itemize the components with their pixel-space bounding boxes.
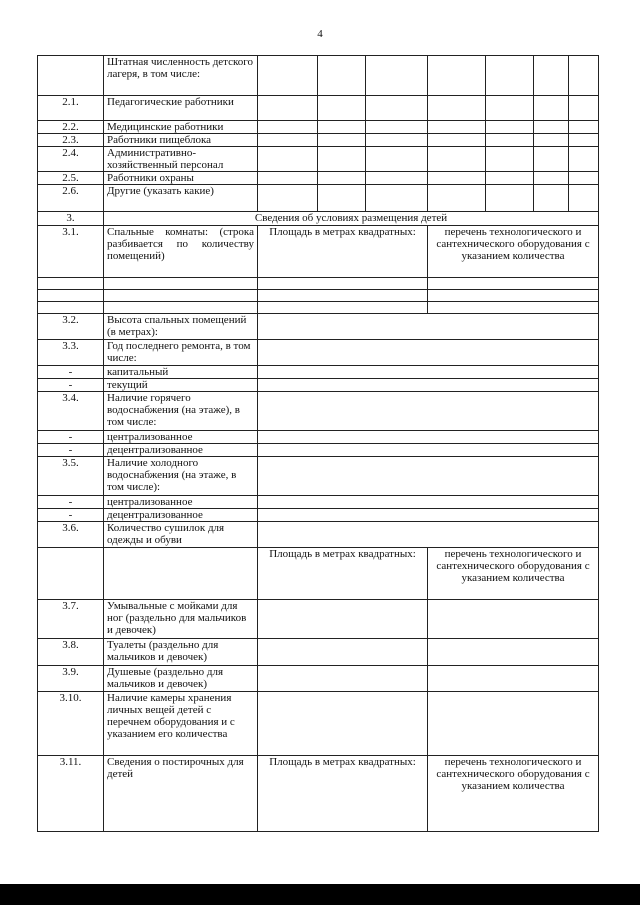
table-row — [38, 226, 599, 278]
cell[interactable] — [486, 172, 534, 185]
row-label: Год последнего ремонта, в том числе: — [104, 340, 258, 366]
table-row — [38, 290, 599, 302]
cell[interactable] — [104, 290, 258, 302]
table-row — [38, 172, 599, 185]
row-label: Спальные комнаты: (строка разбивается по количеству помещений) — [104, 226, 258, 278]
cell[interactable] — [366, 96, 428, 121]
row-number: - — [38, 496, 104, 509]
cell[interactable] — [104, 302, 258, 314]
cell[interactable] — [428, 290, 599, 302]
cell[interactable] — [258, 172, 318, 185]
cell[interactable] — [486, 134, 534, 147]
table-row — [38, 692, 599, 756]
equipment-cell[interactable] — [428, 600, 599, 639]
cell[interactable] — [534, 56, 569, 96]
section-number: 3. — [38, 212, 104, 226]
cell[interactable] — [318, 134, 366, 147]
cell[interactable] — [318, 147, 366, 172]
table-row — [38, 639, 599, 666]
row-number: 2.4. — [38, 147, 104, 172]
cell[interactable] — [534, 185, 569, 212]
cell[interactable] — [366, 121, 428, 134]
row-number: 3.10. — [38, 692, 104, 756]
row-number: 2.6. — [38, 185, 104, 212]
table-row — [38, 379, 599, 392]
row-number: 3.6. — [38, 522, 104, 548]
cell[interactable] — [428, 134, 486, 147]
cell[interactable] — [258, 147, 318, 172]
row-label: Другие (указать какие) — [104, 185, 258, 212]
cell[interactable] — [366, 172, 428, 185]
value-cell[interactable] — [258, 522, 599, 548]
cell[interactable] — [569, 185, 599, 212]
cell[interactable] — [486, 121, 534, 134]
row-label: Сведения о постирочных для детей — [104, 756, 258, 832]
cell[interactable] — [318, 56, 366, 96]
value-cell[interactable] — [258, 366, 599, 379]
row-label: централизованное — [104, 431, 258, 444]
row-number: - — [38, 509, 104, 522]
row-label: Работники пищеблока — [104, 134, 258, 147]
row-number — [38, 56, 104, 96]
table-row — [38, 96, 599, 121]
cell[interactable] — [534, 134, 569, 147]
row-label: Высота спальных помещений (в метрах): — [104, 314, 258, 340]
row-label: централизованное — [104, 496, 258, 509]
cell — [38, 548, 104, 600]
row-number: 2.3. — [38, 134, 104, 147]
area-header: Площадь в метрах квадратных: — [258, 548, 428, 600]
row-label: Умывальные с мойками для ног (раздельно для мальчиков и девочек) — [104, 600, 258, 639]
table-row — [38, 431, 599, 444]
row-number: 2.5. — [38, 172, 104, 185]
cell[interactable] — [569, 121, 599, 134]
cell[interactable] — [534, 172, 569, 185]
row-number: - — [38, 444, 104, 457]
row-label: Педагогические работники — [104, 96, 258, 121]
row-number: 3.7. — [38, 600, 104, 639]
row-number: 3.11. — [38, 756, 104, 832]
cell[interactable] — [428, 147, 486, 172]
row-number: 3.4. — [38, 392, 104, 431]
area-header: Площадь в метрах квадратных: — [258, 226, 428, 278]
table-row — [38, 56, 599, 96]
table-row — [38, 314, 599, 340]
row-label: децентрализованное — [104, 444, 258, 457]
row-label: Работники охраны — [104, 172, 258, 185]
equipment-header: перечень технологического и сантехнического оборудования с указанием количества — [428, 548, 599, 600]
equipment-header: перечень технологического и сантехнического оборудования с указанием количества — [428, 226, 599, 278]
table-row — [38, 509, 599, 522]
table-row — [38, 548, 599, 600]
row-number: 3.3. — [38, 340, 104, 366]
cell[interactable] — [428, 56, 486, 96]
cell[interactable] — [258, 278, 428, 290]
cell[interactable] — [486, 147, 534, 172]
cell[interactable] — [366, 134, 428, 147]
staff-total-label: Штатная численность детского лагеря, в том числе: — [104, 56, 258, 96]
table-row — [38, 600, 599, 639]
table-row — [38, 496, 599, 509]
value-cell[interactable] — [258, 457, 599, 496]
table-row — [38, 147, 599, 172]
value-cell[interactable] — [258, 431, 599, 444]
table-row — [38, 340, 599, 366]
cell[interactable] — [428, 185, 486, 212]
cell[interactable] — [258, 134, 318, 147]
cell[interactable] — [569, 96, 599, 121]
area-cell[interactable] — [258, 639, 428, 666]
cell[interactable] — [569, 147, 599, 172]
table-row — [38, 457, 599, 496]
row-number: 2.1. — [38, 96, 104, 121]
row-label: Наличие камеры хранения личных вещей детей с перечнем оборудования и с указанием его количества — [104, 692, 258, 756]
cell — [38, 278, 104, 290]
area-header: Площадь в метрах квадратных: — [258, 756, 428, 832]
table-row — [38, 134, 599, 147]
value-cell[interactable] — [258, 392, 599, 431]
cell[interactable] — [428, 302, 599, 314]
row-label: Количество сушилок для одежды и обуви — [104, 522, 258, 548]
cell — [38, 302, 104, 314]
row-label: Административно-хозяйственный персонал — [104, 147, 258, 172]
cell[interactable] — [318, 121, 366, 134]
equipment-header: перечень технологического и сантехнического оборудования с указанием количества — [428, 756, 599, 832]
row-label: Туалеты (раздельно для мальчиков и девочек) — [104, 639, 258, 666]
row-number: 2.2. — [38, 121, 104, 134]
area-cell[interactable] — [258, 666, 428, 692]
row-label: децентрализованное — [104, 509, 258, 522]
cell — [104, 548, 258, 600]
row-label: Душевые (раздельно для мальчиков и девочек) — [104, 666, 258, 692]
value-cell[interactable] — [258, 496, 599, 509]
table-row — [38, 522, 599, 548]
row-number: - — [38, 431, 104, 444]
scan-edge-bar — [0, 884, 640, 905]
value-cell[interactable] — [258, 444, 599, 457]
value-cell[interactable] — [258, 314, 599, 340]
row-label: текущий — [104, 379, 258, 392]
camp-info-table — [37, 55, 599, 832]
table-row — [38, 392, 599, 431]
table-row — [38, 302, 599, 314]
cell[interactable] — [366, 185, 428, 212]
table-row — [38, 366, 599, 379]
value-cell[interactable] — [258, 509, 599, 522]
cell[interactable] — [569, 56, 599, 96]
cell[interactable] — [258, 185, 318, 212]
section-title: Сведения об условиях размещения детей — [104, 212, 599, 226]
cell[interactable] — [534, 147, 569, 172]
table-row — [38, 278, 599, 290]
cell[interactable] — [366, 147, 428, 172]
row-label: Наличие холодного водоснабжения (на этаже, в том числе): — [104, 457, 258, 496]
cell[interactable] — [534, 121, 569, 134]
row-label: капитальный — [104, 366, 258, 379]
page-number: 4 — [317, 28, 323, 40]
cell[interactable] — [428, 278, 599, 290]
equipment-cell[interactable] — [428, 639, 599, 666]
row-number: 3.9. — [38, 666, 104, 692]
row-label: Наличие горячего водоснабжения (на этаже), в том числе: — [104, 392, 258, 431]
value-cell[interactable] — [258, 340, 599, 366]
cell[interactable] — [366, 56, 428, 96]
table-row — [38, 185, 599, 212]
equipment-cell[interactable] — [428, 666, 599, 692]
section-heading-row — [38, 212, 599, 226]
row-label: Медицинские работники — [104, 121, 258, 134]
row-number: 3.5. — [38, 457, 104, 496]
cell[interactable] — [104, 278, 258, 290]
table-row — [38, 121, 599, 134]
cell[interactable] — [258, 96, 318, 121]
cell[interactable] — [318, 172, 366, 185]
row-number: 3.2. — [38, 314, 104, 340]
cell[interactable] — [428, 121, 486, 134]
cell — [38, 290, 104, 302]
cell[interactable] — [569, 172, 599, 185]
cell[interactable] — [486, 56, 534, 96]
cell[interactable] — [258, 302, 428, 314]
cell[interactable] — [569, 134, 599, 147]
area-cell[interactable] — [258, 692, 428, 756]
cell[interactable] — [534, 96, 569, 121]
area-cell[interactable] — [258, 600, 428, 639]
table-row — [38, 666, 599, 692]
table-row — [38, 756, 599, 832]
equipment-cell[interactable] — [428, 692, 599, 756]
cell[interactable] — [258, 56, 318, 96]
row-number: 3.1. — [38, 226, 104, 278]
cell[interactable] — [318, 185, 366, 212]
row-number: 3.8. — [38, 639, 104, 666]
value-cell[interactable] — [258, 379, 599, 392]
cell[interactable] — [428, 96, 486, 121]
cell[interactable] — [428, 172, 486, 185]
cell[interactable] — [258, 290, 428, 302]
row-number: - — [38, 379, 104, 392]
cell[interactable] — [486, 185, 534, 212]
row-number: - — [38, 366, 104, 379]
cell[interactable] — [318, 96, 366, 121]
cell[interactable] — [258, 121, 318, 134]
table-row — [38, 444, 599, 457]
cell[interactable] — [486, 96, 534, 121]
